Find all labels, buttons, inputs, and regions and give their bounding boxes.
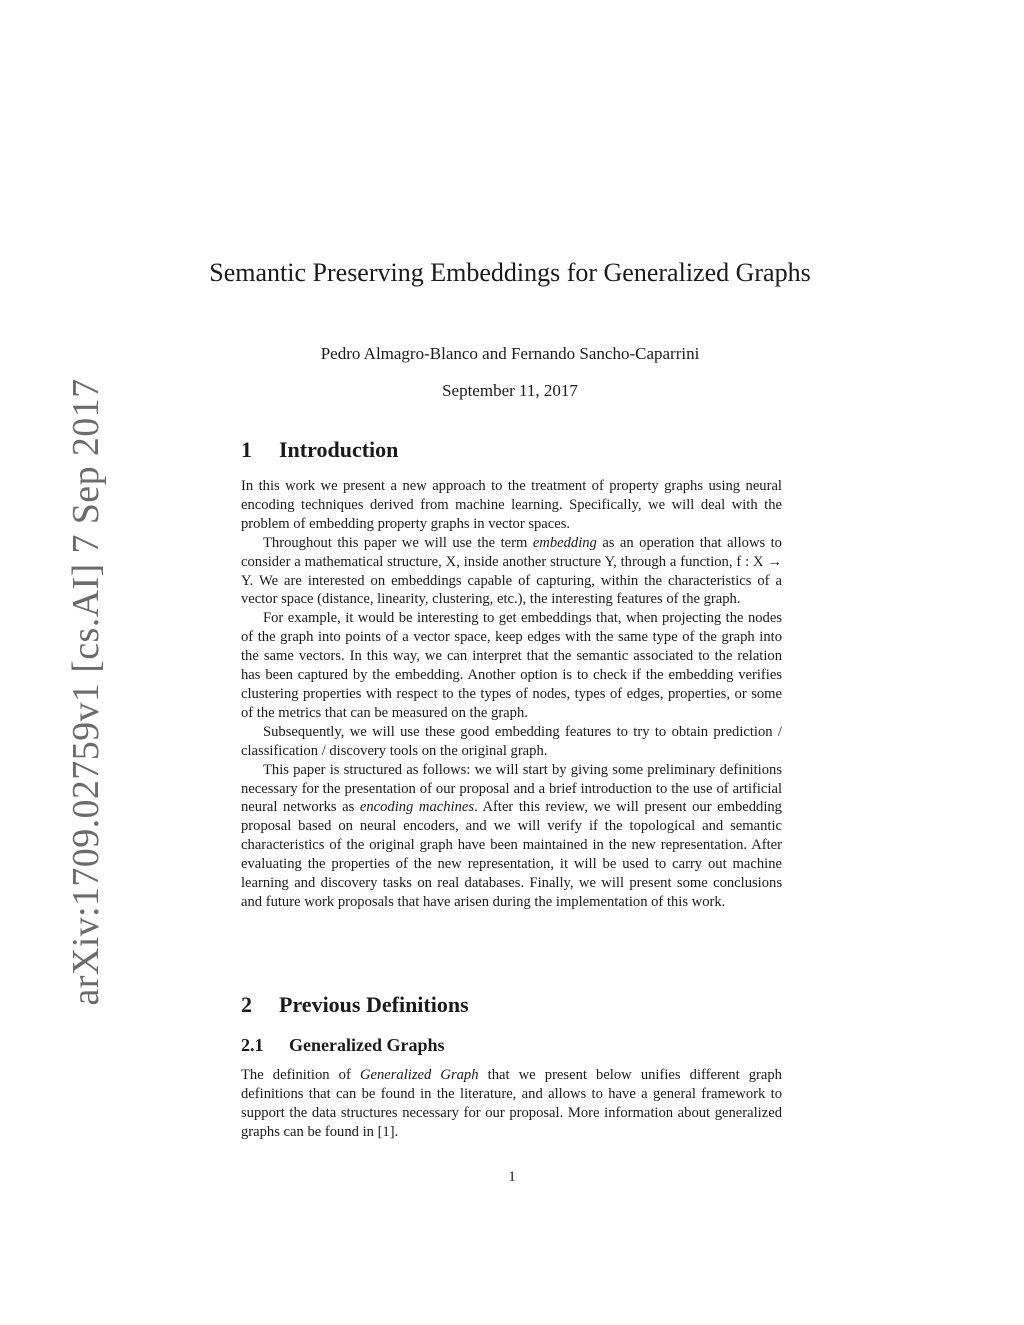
- section-title: Introduction: [279, 437, 399, 462]
- section-heading-introduction: [241, 436, 782, 464]
- generalized-graphs-paragraph: The definition of Generalized Graph that we present below unifies different graph definitions that can be found in the literature, and allows to have a general framework to support the data structures necessary for our proposal. More information about generalized graphs can be found in [1].: [241, 1067, 782, 1140]
- intro-paragraph-2: Throughout this paper we will use the term embedding as an operation that allows to consider a mathematical structure, X, inside another structure Y, through a function, f : X → Y. We are interested on embeddings capable of capturing, within the characteristics of a vector space (distance, linearity, clustering, etc.), the interesting features of the graph.: [241, 534, 782, 608]
- paper-date: September 11, 2017: [442, 381, 578, 400]
- emphasis-embedding: embedding: [532, 534, 597, 551]
- subsection-title: Generalized Graphs: [289, 1035, 445, 1055]
- generalized-graphs-body: [241, 1066, 782, 1142]
- emphasis-encoding-machines: encoding machines: [359, 799, 475, 816]
- intro-paragraph-4: Subsequently, we will use these good embedding features to try to obtain prediction / classification / discovery tools on the original graph.: [241, 723, 782, 759]
- section-title: Previous Definitions: [279, 992, 469, 1017]
- intro-paragraph-5: This paper is structured as follows: we will start by giving some preliminary definitions necessary for the presentation of our proposal and a brief introduction to the use of artificial neural networks as encoding machines. After this review, we will present our embedding proposal based on neural encoders, and we will verify if the topological and semantic characteristics of the original graph have been maintained in the new representation. After evaluating the properties of the new representation, it will be used to carry out machine learning and discovery tasks on real databases. Finally, we will present some conclusions and future work proposals that have arisen during the implementation of this work.: [241, 761, 782, 910]
- intro-paragraph-1: In this work we present a new approach to the treatment of property graphs using neural encoding techniques derived from machine learning. Specifically, we will deal with the problem of embedding property graphs in vector spaces.: [241, 478, 782, 532]
- paper-title: Semantic Preserving Embeddings for Generalized Graphs: [209, 258, 811, 287]
- page-number: 1: [508, 1169, 516, 1185]
- emphasis-generalized-graph: Generalized Graph: [359, 1067, 479, 1083]
- intro-paragraph-3: For example, it would be interesting to get embeddings that, when projecting the nodes of the graph into points of a vector space, keep edges with the same type of the graph into the same vectors. In this way, we can interpret that the semantic associated to the relation has been captured by the embedding. Another option is to check if the embedding verifies clustering properties with respect to the types of nodes, types of edges, properties, or some of the metrics that can be measured on the graph.: [241, 610, 782, 721]
- introduction-body: [241, 477, 782, 912]
- paper-authors: Pedro Almagro-Blanco and Fernando Sancho-Caparrini: [320, 344, 700, 363]
- arxiv-stamp: arXiv:1709.02759v1 [cs.AI] 7 Sep 2017: [65, 378, 107, 1006]
- section-number: 1: [241, 437, 252, 462]
- section-heading-previous-definitions: [241, 991, 782, 1019]
- subsection-number: 2.1: [241, 1035, 264, 1055]
- subsection-heading-generalized-graphs: [241, 1033, 782, 1057]
- section-number: 2: [241, 992, 252, 1017]
